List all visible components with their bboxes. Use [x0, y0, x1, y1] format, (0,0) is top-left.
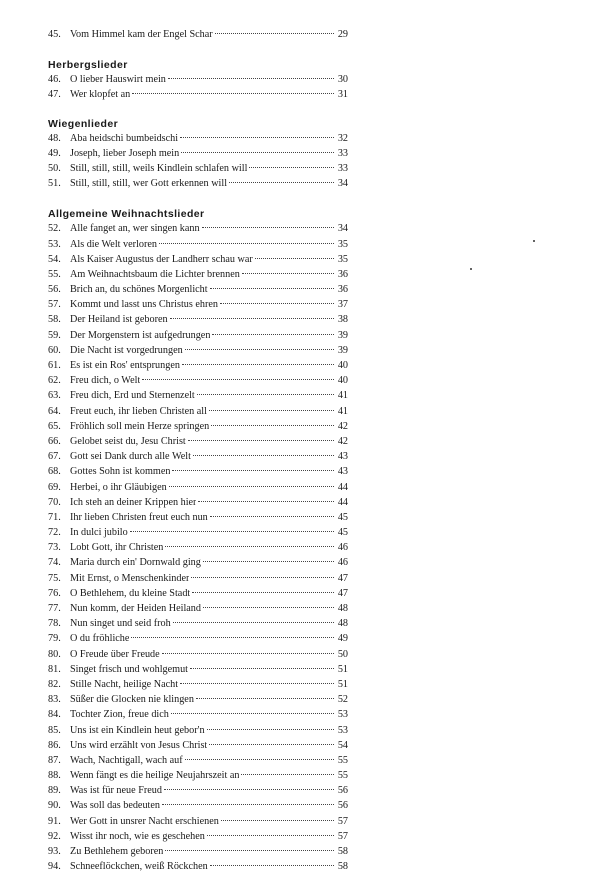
- dot-leader: [210, 288, 334, 289]
- entry-title: O Freude über Freude: [70, 648, 160, 660]
- entry-number: 45.: [48, 29, 61, 40]
- entry-number: 92.: [48, 830, 61, 842]
- entry-page: 56: [337, 785, 348, 797]
- entry-title: Schneeflöckchen, weiß Röckchen: [70, 861, 208, 873]
- dot-leader: [190, 668, 334, 669]
- entry-title: O lieber Hauswirt mein: [70, 74, 166, 86]
- toc-entry[interactable]: [48, 510, 348, 525]
- toc-entry[interactable]: [48, 464, 348, 479]
- dot-leader: [132, 93, 334, 94]
- entry-title: Aba heidschi bumbeidschi: [70, 132, 179, 144]
- entry-page: 57: [337, 830, 348, 842]
- dot-leader: [131, 637, 334, 638]
- entry-title: Was ist für neue Freud: [70, 785, 162, 797]
- entry-number: 78.: [48, 618, 61, 630]
- entry-title: Gottes Sohn ist kommen: [70, 466, 171, 478]
- toc-entry[interactable]: [48, 161, 348, 176]
- toc-entry[interactable]: [48, 388, 348, 403]
- entry-title: Gelobet seist du, Jesu Christ: [70, 435, 186, 447]
- toc-entry[interactable]: [48, 176, 348, 191]
- entry-page: 39: [337, 329, 348, 341]
- entry-page: 43: [337, 466, 348, 478]
- dot-leader: [180, 137, 334, 138]
- entry-title: In dulci jubilo: [70, 527, 128, 539]
- section-heading-allgemeine-weihnachtslieder: Allgemeine Weihnachtslieder: [48, 208, 205, 221]
- toc-entry[interactable]: [48, 707, 348, 722]
- entry-page: 45: [337, 527, 348, 539]
- entry-title: Als Kaiser Augustus der Landherr schau war: [70, 253, 253, 265]
- dot-leader: [203, 607, 334, 608]
- dot-leader: [220, 303, 334, 304]
- entry-page: 40: [337, 360, 348, 371]
- toc-entry[interactable]: [48, 571, 348, 586]
- entry-title: Es ist ein Ros' entsprungen: [70, 360, 180, 371]
- toc-entry[interactable]: [48, 434, 348, 449]
- entry-number: 62.: [48, 375, 61, 387]
- entry-number: 75.: [48, 572, 61, 584]
- dot-leader: [210, 516, 334, 517]
- entry-page: 47: [337, 587, 348, 599]
- entry-number: 68.: [48, 466, 61, 478]
- entry-page: 34: [337, 223, 348, 235]
- entry-number: 77.: [48, 603, 61, 614]
- dot-leader: [162, 804, 334, 805]
- entry-number: 90.: [48, 800, 61, 812]
- scan-speck: [533, 240, 535, 242]
- dot-leader: [173, 622, 334, 623]
- dot-leader: [202, 227, 334, 228]
- toc-entry[interactable]: [48, 768, 348, 783]
- entry-title: Maria durch ein' Dornwald ging: [70, 557, 201, 569]
- entry-number: 91.: [48, 815, 61, 827]
- entry-number: 80.: [48, 648, 61, 660]
- entry-title: Freu dich, Erd und Sternenzelt: [70, 390, 195, 402]
- dot-leader: [168, 78, 334, 79]
- entry-number: 93.: [48, 846, 61, 857]
- entry-page: 51: [337, 678, 348, 690]
- entry-number: 58.: [48, 314, 61, 326]
- entry-number: 46.: [48, 74, 61, 86]
- entry-title: Freu dich, o Welt: [70, 375, 141, 387]
- entry-number: 48.: [48, 132, 61, 144]
- toc-entry[interactable]: [48, 449, 348, 464]
- entry-number: 84.: [48, 709, 61, 721]
- entry-title: Lobt Gott, ihr Christen: [70, 542, 164, 554]
- entry-page: 48: [337, 603, 348, 614]
- toc-entry[interactable]: [48, 267, 348, 282]
- entry-page: 37: [337, 299, 348, 311]
- dot-leader: [193, 455, 334, 456]
- entry-page: 35: [337, 238, 348, 250]
- toc-entry[interactable]: [48, 27, 348, 42]
- entry-page: 32: [337, 132, 348, 144]
- toc-entry[interactable]: [48, 404, 348, 419]
- toc-entry[interactable]: [48, 738, 348, 753]
- entry-title: Alle fanget an, wer singen kann: [70, 223, 200, 235]
- toc-entry[interactable]: [48, 616, 348, 631]
- entry-number: 71.: [48, 511, 61, 523]
- toc-entry[interactable]: [48, 859, 348, 874]
- entry-page: 53: [337, 724, 348, 736]
- entry-number: 69.: [48, 481, 61, 493]
- entry-title: Still, still, still, wer Gott erkennen will: [70, 178, 228, 190]
- toc-entry[interactable]: [48, 662, 348, 677]
- spacer: [48, 42, 348, 58]
- entry-number: 54.: [48, 253, 61, 265]
- dot-leader: [242, 273, 334, 274]
- entry-title: Freut euch, ihr lieben Christen all: [70, 405, 207, 417]
- entry-page: 52: [337, 694, 348, 706]
- toc-entry[interactable]: [48, 373, 348, 388]
- entry-title: Stille Nacht, heilige Nacht: [70, 678, 179, 690]
- entry-number: 64.: [48, 405, 61, 417]
- entry-title: Brich an, du schönes Morgenlicht: [70, 284, 208, 296]
- dot-leader: [221, 820, 334, 821]
- entry-number: 55.: [48, 268, 61, 280]
- toc-entry[interactable]: [48, 282, 348, 297]
- dot-leader: [165, 850, 334, 851]
- dot-leader: [192, 592, 334, 593]
- entry-page: 53: [337, 709, 348, 721]
- entry-title: Mit Ernst, o Menschenkinder: [70, 572, 190, 584]
- toc-entry[interactable]: [48, 221, 348, 236]
- entry-page: 45: [337, 511, 348, 523]
- dot-leader: [170, 318, 334, 319]
- toc-entry[interactable]: [48, 677, 348, 692]
- toc-entry[interactable]: [48, 525, 348, 540]
- entry-title: Kommt und lasst uns Christus ehren: [70, 299, 218, 311]
- entry-number: 83.: [48, 694, 61, 706]
- dot-leader: [180, 683, 334, 684]
- entry-number: 52.: [48, 223, 61, 235]
- entry-title: Still, still, still, weils Kindlein schlafen will: [70, 162, 248, 174]
- entry-title: Herbei, o ihr Gläubigen: [70, 481, 167, 493]
- dot-leader: [241, 774, 334, 775]
- entry-title: Uns wird erzählt von Jesus Christ: [70, 739, 208, 751]
- toc-entry[interactable]: [48, 87, 348, 102]
- entry-number: 49.: [48, 147, 61, 159]
- entry-page: 36: [337, 284, 348, 296]
- dot-leader: [249, 167, 334, 168]
- entry-page: 49: [337, 633, 348, 645]
- entry-page: 56: [337, 800, 348, 812]
- entry-number: 56.: [48, 284, 61, 296]
- entry-number: 88.: [48, 770, 61, 782]
- entry-title: Uns ist ein Kindlein heut gebor'n: [70, 724, 205, 736]
- toc-entry[interactable]: [48, 829, 348, 844]
- entry-title: Was soll das bedeuten: [70, 800, 160, 812]
- toc-entry[interactable]: [48, 419, 348, 434]
- entry-number: 76.: [48, 587, 61, 599]
- dot-leader: [210, 865, 334, 866]
- entry-page: 34: [337, 178, 348, 190]
- toc-entry[interactable]: [48, 783, 348, 798]
- entry-title: Süßer die Glocken nie klingen: [70, 694, 194, 706]
- entry-number: 65.: [48, 420, 61, 432]
- entry-page: 47: [337, 572, 348, 584]
- toc-entry[interactable]: [48, 753, 348, 768]
- entry-number: 66.: [48, 435, 61, 447]
- dot-leader: [142, 379, 334, 380]
- entry-number: 67.: [48, 451, 61, 463]
- entry-page: 30: [337, 74, 348, 86]
- entry-number: 47.: [48, 89, 61, 101]
- toc-entry[interactable]: [48, 358, 348, 373]
- entry-number: 87.: [48, 754, 61, 766]
- dot-leader: [181, 152, 334, 153]
- toc-entry[interactable]: [48, 252, 348, 267]
- entry-title: Joseph, lieber Joseph mein: [70, 147, 180, 159]
- entry-page: 36: [337, 268, 348, 280]
- dot-leader: [203, 561, 334, 562]
- entry-page: 46: [337, 557, 348, 569]
- entry-page: 40: [337, 375, 348, 387]
- table-of-contents: [48, 27, 348, 874]
- scan-speck: [470, 268, 472, 270]
- entry-page: 33: [337, 147, 348, 159]
- entry-page: 31: [337, 89, 348, 101]
- toc-entry[interactable]: [48, 328, 348, 343]
- entry-page: 35: [337, 253, 348, 265]
- entry-title: Fröhlich soll mein Herze springen: [70, 420, 210, 432]
- entry-number: 51.: [48, 178, 61, 190]
- entry-number: 89.: [48, 785, 61, 797]
- entry-title: Ich steh an deiner Krippen hier: [70, 496, 197, 508]
- toc-entry[interactable]: [48, 586, 348, 601]
- entry-title: Nun singet und seid froh: [70, 618, 171, 630]
- toc-entry[interactable]: [48, 692, 348, 707]
- entry-title: Als die Welt verloren: [70, 238, 157, 250]
- dot-leader: [188, 440, 334, 441]
- toc-entry[interactable]: [48, 798, 348, 813]
- entry-number: 85.: [48, 724, 61, 736]
- dot-leader: [182, 364, 334, 365]
- dot-leader: [171, 713, 334, 714]
- entry-number: 70.: [48, 496, 61, 508]
- dot-leader: [185, 759, 334, 760]
- toc-entry[interactable]: [48, 647, 348, 662]
- dot-leader: [196, 698, 334, 699]
- entry-number: 60.: [48, 344, 61, 356]
- dot-leader: [211, 425, 334, 426]
- toc-entry[interactable]: [48, 555, 348, 570]
- dot-leader: [229, 182, 334, 183]
- dot-leader: [162, 653, 334, 654]
- dot-leader: [198, 501, 334, 502]
- toc-entry[interactable]: [48, 495, 348, 510]
- toc-entry[interactable]: [48, 844, 348, 859]
- toc-entry[interactable]: [48, 723, 348, 738]
- entry-page: 33: [337, 162, 348, 174]
- toc-entry[interactable]: [48, 72, 348, 87]
- entry-title: Zu Bethlehem geboren: [70, 846, 164, 857]
- dot-leader: [209, 744, 334, 745]
- spacer: [48, 103, 348, 117]
- dot-leader: [207, 835, 334, 836]
- toc-entry[interactable]: [48, 480, 348, 495]
- entry-number: 81.: [48, 663, 61, 675]
- entry-number: 57.: [48, 299, 61, 311]
- entry-number: 82.: [48, 678, 61, 690]
- entry-title: Der Heiland ist geboren: [70, 314, 168, 326]
- entry-page: 44: [337, 496, 348, 508]
- entry-title: Wach, Nachtigall, wach auf: [70, 754, 183, 766]
- entry-page: 38: [337, 314, 348, 326]
- dot-leader: [164, 789, 334, 790]
- entry-page: 43: [337, 451, 348, 463]
- entry-title: Wenn fängt es die heilige Neujahrszeit an: [70, 770, 240, 782]
- entry-page: 48: [337, 618, 348, 630]
- toc-entry[interactable]: [48, 237, 348, 252]
- entry-title: Wisst ihr noch, wie es geschehen: [70, 830, 205, 842]
- dot-leader: [130, 531, 334, 532]
- entry-page: 39: [337, 344, 348, 356]
- dot-leader: [212, 334, 334, 335]
- section-heading-wiegenlieder: Wiegenlieder: [48, 117, 119, 130]
- entry-number: 53.: [48, 238, 61, 250]
- spacer: [48, 191, 348, 207]
- entry-number: 94.: [48, 861, 61, 873]
- dot-leader: [185, 349, 334, 350]
- dot-leader: [207, 729, 334, 730]
- entry-title: Wer Gott in unsrer Nacht erschienen: [70, 815, 219, 827]
- entry-number: 79.: [48, 633, 61, 645]
- entry-number: 63.: [48, 390, 61, 402]
- dot-leader: [159, 243, 334, 244]
- entry-title: Tochter Zion, freue dich: [70, 709, 169, 721]
- toc-entry[interactable]: [48, 540, 348, 555]
- entry-title: Wer klopfet an: [70, 89, 131, 101]
- entry-title: O du fröhliche: [70, 633, 130, 645]
- entry-page: 54: [337, 739, 348, 751]
- section-entries: [48, 221, 348, 874]
- toc-entry[interactable]: [48, 131, 348, 146]
- entry-number: 50.: [48, 162, 61, 174]
- toc-entry[interactable]: [48, 297, 348, 312]
- dot-leader: [169, 486, 334, 487]
- entry-number: 73.: [48, 542, 61, 554]
- entry-title: Ihr lieben Christen freut euch nun: [70, 511, 208, 523]
- dot-leader: [197, 394, 334, 395]
- dot-leader: [165, 546, 334, 547]
- toc-entry[interactable]: [48, 601, 348, 616]
- entry-title: O Bethlehem, du kleine Stadt: [70, 587, 191, 599]
- section-entries: [48, 131, 348, 192]
- dot-leader: [255, 258, 334, 259]
- entry-page: 55: [337, 770, 348, 782]
- dot-leader: [215, 33, 334, 34]
- entry-page: 44: [337, 481, 348, 493]
- toc-entry[interactable]: [48, 631, 348, 646]
- dot-leader: [172, 470, 334, 471]
- entry-page: 46: [337, 542, 348, 554]
- toc-entry[interactable]: [48, 814, 348, 829]
- entry-page: 58: [337, 861, 348, 873]
- section-heading-herbergslieder: Herbergslieder: [48, 59, 128, 72]
- entry-page: 58: [337, 846, 348, 857]
- entry-number: 72.: [48, 527, 61, 539]
- entry-number: 61.: [48, 360, 61, 371]
- entry-page: 57: [337, 815, 348, 827]
- toc-entry[interactable]: [48, 146, 348, 161]
- entry-title: Singet frisch und wohlgemut: [70, 663, 188, 675]
- entry-title: Am Weihnachtsbaum die Lichter brennen: [70, 268, 240, 280]
- dot-leader: [209, 410, 334, 411]
- entry-page: 29: [337, 29, 348, 40]
- section-entries: [48, 72, 348, 102]
- entry-title: Der Morgenstern ist aufgedrungen: [70, 329, 211, 341]
- entry-page: 50: [337, 648, 348, 660]
- toc-entry[interactable]: [48, 343, 348, 358]
- entry-title: Die Nacht ist vorgedrungen: [70, 344, 183, 356]
- entry-title: Vom Himmel kam der Engel Schar: [70, 29, 213, 40]
- entry-page: 41: [337, 405, 348, 417]
- entry-title: Gott sei Dank durch alle Welt: [70, 451, 191, 463]
- entry-page: 55: [337, 754, 348, 766]
- entry-title: Nun komm, der Heiden Heiland: [70, 603, 201, 614]
- dot-leader: [191, 577, 334, 578]
- entry-page: 51: [337, 663, 348, 675]
- toc-entry[interactable]: [48, 312, 348, 327]
- entry-page: 41: [337, 390, 348, 402]
- entry-number: 74.: [48, 557, 61, 569]
- entry-page: 42: [337, 435, 348, 447]
- entry-page: 42: [337, 420, 348, 432]
- entry-number: 86.: [48, 739, 61, 751]
- entry-number: 59.: [48, 329, 61, 341]
